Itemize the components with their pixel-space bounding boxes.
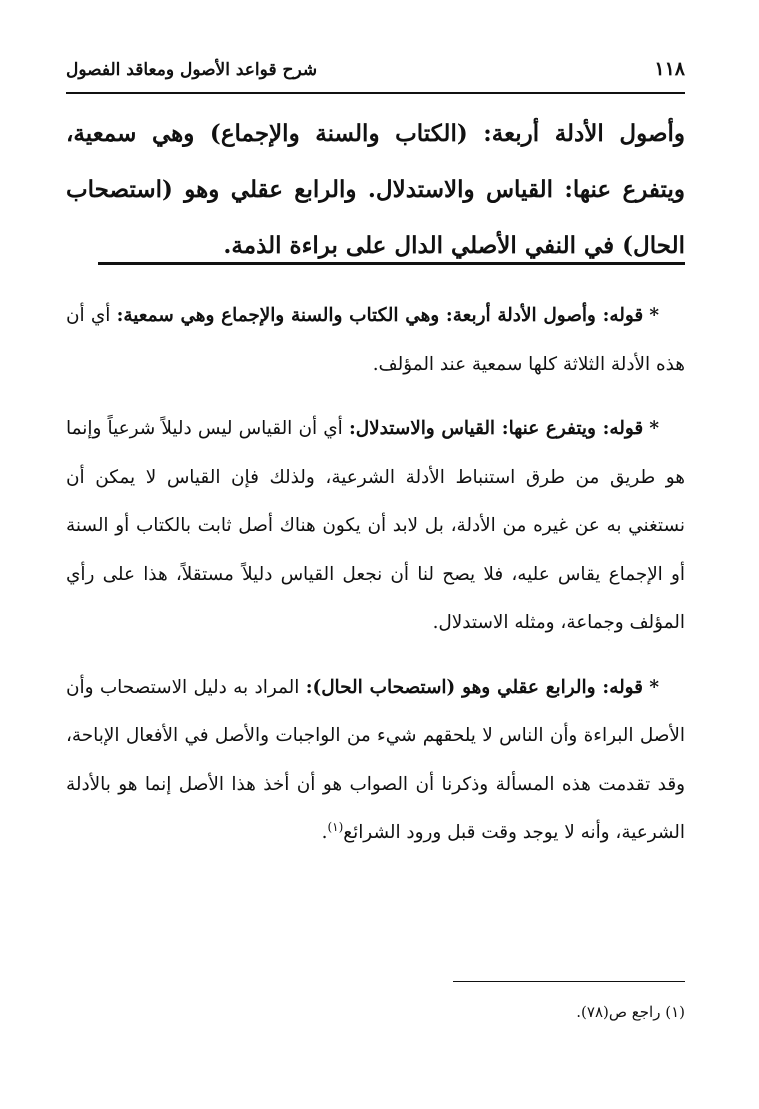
star-marker: * bbox=[649, 676, 659, 698]
footnote-separator bbox=[453, 981, 685, 982]
star-marker: * bbox=[649, 418, 659, 439]
commentary bbox=[66, 292, 685, 874]
quoted-lead: قوله: ويتفرع عنها: القياس والاستدلال: bbox=[348, 418, 644, 439]
footnote: (١) راجع ص(٧٨). bbox=[576, 1003, 685, 1021]
star-marker: * bbox=[649, 305, 659, 326]
sentence-end: . bbox=[321, 822, 328, 843]
section-separator bbox=[98, 262, 685, 265]
running-title: شرح قواعد الأصول ومعاقد الفصول bbox=[66, 60, 318, 80]
quoted-lead: قوله: وأصول الأدلة أربعة: وهي الكتاب والسنة والإجماع وهي سمعية: bbox=[116, 305, 644, 326]
quoted-lead: قوله: والرابع عقلي وهو (استصحاب الحال): bbox=[305, 676, 643, 698]
commentary-paragraph-3 bbox=[66, 664, 685, 858]
footnote-reference[interactable]: (١) bbox=[327, 819, 344, 834]
commentary-paragraph-2 bbox=[66, 405, 685, 648]
page-number: ١١٨ bbox=[654, 58, 685, 80]
commentary-paragraph-1 bbox=[66, 292, 685, 389]
page-header bbox=[66, 52, 685, 94]
matn-text: وأصول الأدلة أربعة: (الكتاب والسنة والإجماع) وهي سمعية، ويتفرع عنها: القياس والاستدلال. والرابع عقلي وهو (استصحاب الحال) في النفي الأصلي الدال على براءة الذمة. bbox=[66, 120, 685, 259]
explanation-text: أي أن هذه الأدلة الثلاثة كلها سمعية عند المؤلف. bbox=[66, 305, 685, 375]
explanation-text: أي أن القياس ليس دليلاً شرعياً وإنما هو طريق من طرق استنباط الأدلة الشرعية، ولذلك فإن القياس لا يمكن أن نستغني به عن غيره من الأدلة، بل لابد أن يكون هناك أصل ثابت بالكتاب أو السنة أو الإجماع يقاس عليه، فلا يصح لنا أن نجعل القياس دليلاً مستقلاً، هذا على رأي المؤلف وجماعة، ومثله الاستدلال. bbox=[66, 418, 685, 633]
explanation-text: المراد به دليل الاستصحاب وأن الأصل البراءة وأن الناس لا يلحقهم شيء من الواجبات والأصل في الأفعال الإباحة، وقد تقدمت هذه المسألة وذكرنا أن الصواب هو أن أخذ هذا الأصل إنما هو بالأدلة الشرعية، وأنه لا يوجد وقت قبل ورود الشرائع bbox=[66, 676, 685, 843]
